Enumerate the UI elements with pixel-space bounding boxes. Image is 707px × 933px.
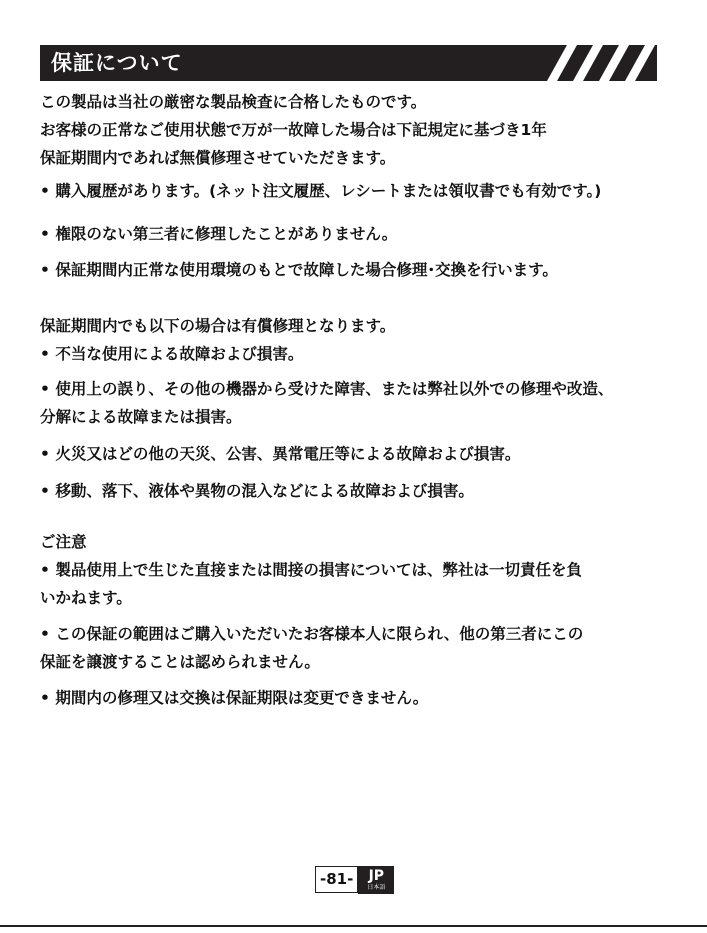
intro-paragraph: [40, 88, 670, 172]
paid-repair-text: • 使用上の誤り、その他の機器から受けた障害、または弊社以外での修理や改造、: [40, 375, 670, 403]
condition-text: • 権限のない第三者に修理したことがありません。: [40, 220, 670, 248]
language-name: 日本語: [367, 883, 386, 891]
paid-repair-text: 分解による故障または損害。: [40, 408, 242, 426]
paid-repair-text: • 移動、落下、液体や異物の混入などによる故障および損害。: [40, 477, 670, 505]
paid-repair-item: [40, 375, 670, 431]
notes-text: いかねます。: [40, 589, 132, 607]
notes-section: [40, 528, 670, 612]
page-footer: [315, 866, 394, 894]
paid-repair-item: [40, 440, 670, 468]
intro-line: お客様の正常なご使用状態で万が一故障した場合は下記規定に基づき1年: [40, 121, 547, 139]
section-header-bar: [40, 45, 657, 81]
condition-item: [40, 220, 670, 248]
paid-repair-item: • 不当な使用による故障および損害。: [40, 340, 670, 368]
condition-item: [40, 256, 670, 284]
paid-repair-text: • 火災又はどの他の天災、公害、異常電圧等による故障および損害。: [40, 440, 670, 468]
language-badge: [358, 866, 394, 894]
notes-text: • 期間内の修理又は交換は保証期限は変更できません。: [40, 684, 670, 712]
stripe-decoration-icon: [537, 45, 657, 81]
language-code: JP: [368, 867, 385, 884]
notes-text: • この保証の範囲はご購入いただいたお客様本人に限られ、他の第三者にこの: [40, 620, 670, 648]
intro-line: この製品は当社の厳密な製品検査に合格したものです。: [40, 93, 427, 111]
paid-repair-section: [40, 312, 670, 368]
paid-repair-item: [40, 477, 670, 505]
condition-text: • 保証期間内正常な使用環境のもとで故障した場合修理･交換を行います。: [40, 256, 670, 284]
section-title: 保証について: [51, 51, 183, 75]
notes-text: • 製品使用上で生じた直接または間接の損害については、弊社は一切責任を負: [40, 556, 670, 584]
notes-item: [40, 620, 670, 676]
intro-line: 保証期間内であれば無償修理させていただきます。: [40, 149, 396, 167]
notes-title: ご注意: [40, 533, 87, 551]
notes-item: [40, 684, 670, 712]
page-number: -81-: [315, 866, 358, 893]
condition-item: [40, 177, 670, 205]
condition-text: • 購入履歴があります。(ネット注文履歴、レシートまたは領収書でも有効です。): [40, 177, 670, 205]
bottom-divider: [0, 925, 707, 927]
paid-repair-title: 保証期間内でも以下の場合は有償修理となります。: [40, 317, 396, 335]
notes-text: 保証を譲渡することは認められません。: [40, 653, 320, 671]
